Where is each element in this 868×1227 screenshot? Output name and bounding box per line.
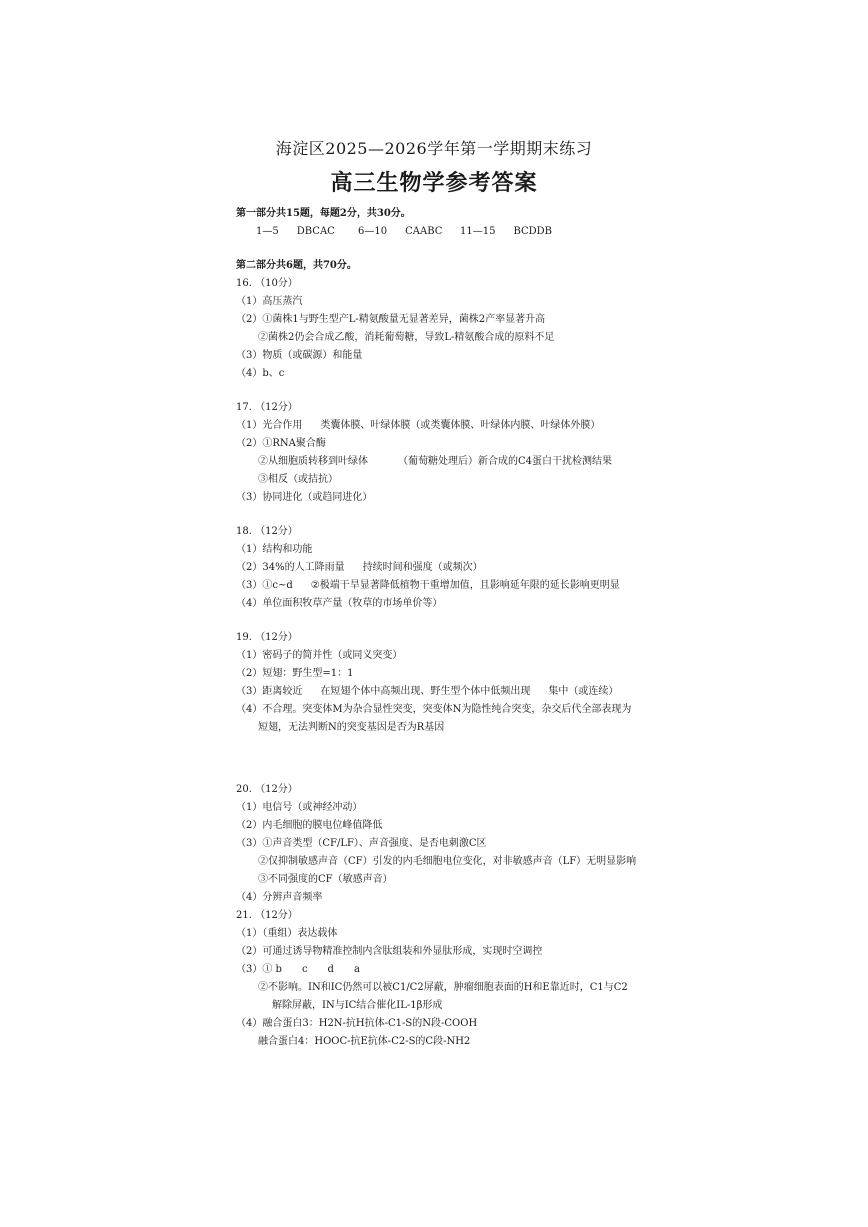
q20-answer: ②仅抑制敏感声音（CF）引发的内毛细胞电位变化，对非敏感声音（LF）无明显影响 [258,856,637,867]
q20-answer: （4）分辨声音频率 [236,892,323,903]
exam-title: 海淀区2025—2026学年第一学期期末练习 [275,139,593,158]
q19-heading: 19. （12分） [236,632,298,643]
q16-answer: ②菌株2仍会合成乙酸，消耗葡萄糖，导致L-精氨酸合成的原料不足 [258,332,555,343]
q18-answer: （4）单位面积牧草产量（牧草的市场单价等） [236,598,443,609]
q18-answer: （3）①c~d ②极端干旱显著降低植物干重增加值，且影响延年限的延长影响更明显 [236,580,620,591]
q19-answer: （3）距离较近 在短翅个体中高频出现、野生型个体中低频出现 集中（或连续） [236,686,619,697]
answer-key-title: 高三生物学参考答案 [330,170,538,196]
mc-answer-group [256,223,358,241]
mc-answers [236,223,656,241]
q17-answer: （2）①RNA聚合酶 [236,438,326,449]
q20-answer: （3）①声音类型（CF/LF）、声音强度、是否电刺激C区 [236,838,487,849]
q16-answer: （4）b、c [236,368,285,379]
answer-content [236,205,656,1051]
mc-answer-group [358,223,460,241]
q16-heading: 16. （10分） [236,278,298,289]
q21-answer: （2）可通过诱导物精准控制内含肽组装和外显肽形成，实现时空调控 [236,946,543,957]
q20-heading: 20. （12分） [236,784,298,795]
q17-heading: 17. （12分） [236,402,298,413]
mc-answer-group [460,223,562,241]
q17-answer: （1）光合作用 类囊体膜、叶绿体膜（或类囊体膜、叶绿体内膜、叶绿体外膜） [236,420,601,431]
q21-answer: 解除屏蔽，IN与IC结合催化IL-1β形成 [272,1000,443,1011]
q21-answer: （4）融合蛋白3：H2N-抗H抗体-C1-S的N段-COOH [236,1018,478,1029]
q20-answer: （1）电信号（或神经冲动） [236,802,363,813]
q18-answer: （2）34%的人工降雨量 持续时间和强度（或频次） [236,562,483,573]
part1-heading: 第一部分共15题，每题2分，共30分。 [236,208,411,219]
q19-answer: （1）密码子的简并性（或同义突变） [236,650,403,661]
mc-letters: DBCAC [296,226,335,237]
q20-answer: ③不同强度的CF（敏感声音） [258,874,393,885]
q19-answer: （2）短翅：野生型=1：1 [236,668,354,679]
q19-answer: （4）不合理。突变体M为杂合显性突变，突变体N为隐性纯合突变，杂交后代全部表现为 [236,704,632,715]
q18-answer: （1）结构和功能 [236,544,313,555]
mc-range: 6—10 [358,226,388,237]
mc-letters: BCDDB [513,226,553,237]
mc-range: 11—15 [460,226,496,237]
q20-answer: （2）内毛细胞的膜电位峰值降低 [236,820,383,831]
q21-answer: 融合蛋白4：HOOC-抗E抗体-C2-S的C段-NH2 [258,1036,471,1047]
q18-heading: 18. （12分） [236,526,298,537]
mc-letters: CAABC [405,226,443,237]
q21-answer: ②不影响。IN和IC仍然可以被C1/C2屏蔽，肿瘤细胞表面的H和E靠近时，C1与C2 [258,982,628,993]
q17-answer: ③相反（或拮抗） [258,474,338,485]
q17-answer: ②从细胞质转移到叶绿体 （葡萄糖处理后）新合成的C4蛋白干扰检测结果 [258,456,613,467]
q19-answer: 短翅，无法判断N的突变基因是否为R基因 [258,722,445,733]
q17-answer: （3）协同进化（或趋同进化） [236,492,373,503]
part2-heading: 第二部分共6题，共70分。 [236,260,357,271]
q21-heading: 21. （12分） [236,910,298,921]
q21-answer: （1）（重组）表达载体 [236,928,338,939]
q16-answer: （1）高压蒸汽 [236,296,303,307]
q16-answer: （2）①菌株1与野生型产L-精氨酸量无显著差异，菌株2产率显著升高 [236,314,546,325]
q21-answer: （3）① b c d a [236,964,360,975]
mc-range: 1—5 [256,226,279,237]
q16-answer: （3）物质（或碳源）和能量 [236,350,363,361]
